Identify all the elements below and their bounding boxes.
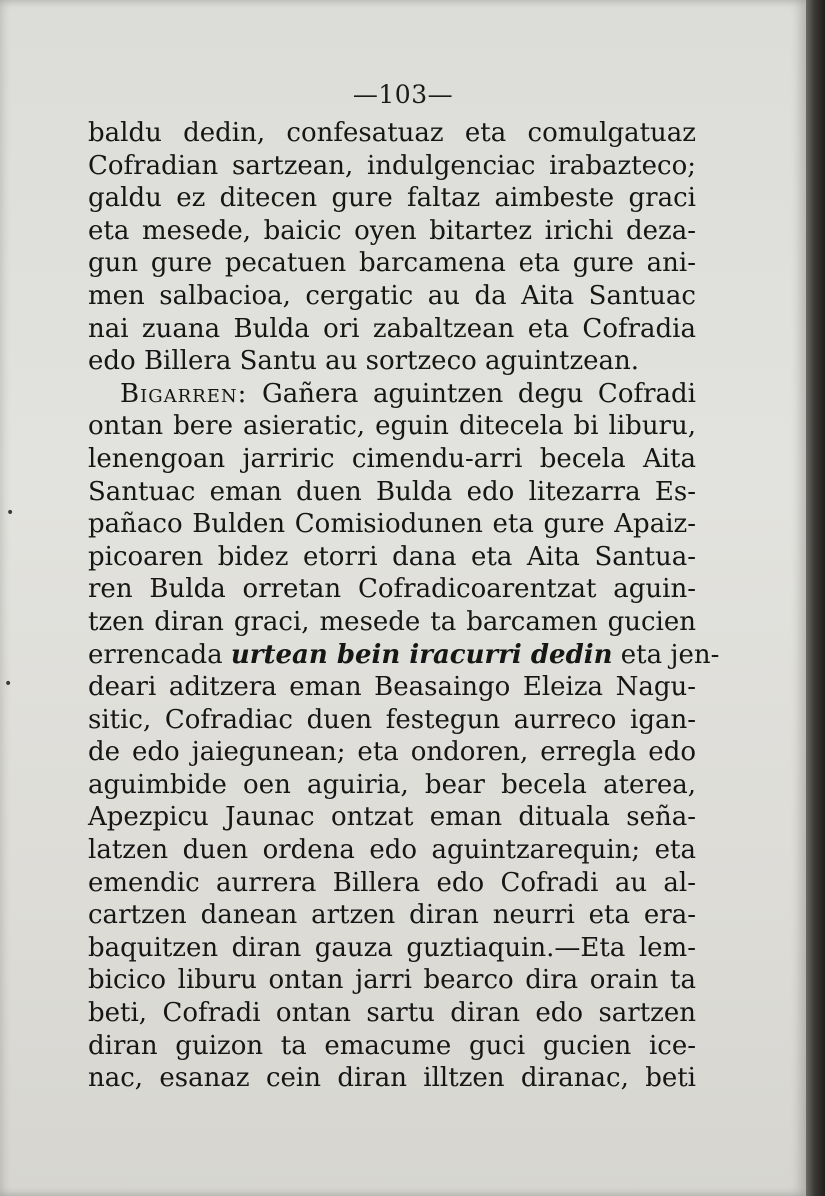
text-line: galdu ez ditecen gure faltaz aimbeste graci (88, 183, 696, 214)
text-line: eta mesede, baicic oyen bitartez irichi deza- (88, 215, 696, 246)
text-line: pañaco Bulden Comisiodunen eta gure Apaiz- (88, 509, 696, 540)
margin-mark: • (4, 676, 13, 692)
text-line: de edo jaiegunean; eta ondoren, erregla edo (88, 737, 696, 768)
text-line: beti, Cofradi ontan sartu diran edo sartzen (88, 998, 696, 1029)
text-line: Apezpicu Jaunac ontzat eman dituala seña- (88, 802, 696, 833)
italic-phrase: urtean bein iracurri dedin (230, 639, 613, 670)
text-line: edo Billera Santu au sortzeco aguintzean. (88, 346, 640, 377)
text-line: cartzen danean artzen diran neurri eta era- (88, 900, 696, 931)
text-fragment: Gañera aguintzen degu Cofradi (247, 378, 696, 409)
text-line: Cofradian sartzean, indulgenciac irabazteco; (88, 150, 696, 181)
page-edge-shadow (806, 0, 825, 1196)
text-line: sitic, Cofradiac duen festegun aurreco igan- (88, 704, 696, 735)
text-line: bicico liburu ontan jarri bearco dira orain ta (88, 965, 696, 996)
text-fragment: eta jen- (612, 639, 720, 670)
page-number: —103— (352, 80, 454, 109)
text-line: tzen diran graci, mesede ta barcamen gucien (88, 606, 696, 637)
text-line: ren Bulda orretan Cofradicoarentzat aguin- (88, 574, 696, 605)
text-line: latzen duen ordena edo aguintzarequin; eta (88, 835, 696, 866)
text-fragment: errencada (88, 639, 231, 670)
text-line: lenengoan jarriric cimendu-arri becela Aita (88, 443, 696, 474)
text-line: Santuac eman duen Bulda edo litezarra Es- (88, 476, 696, 507)
text-line: baquitzen diran gauza guztiaquin.—Eta lem- (88, 932, 696, 963)
paragraph-first-line (88, 378, 696, 411)
body-text (88, 117, 720, 1095)
text-line: diran guizon ta emacume guci gucien ice- (88, 1030, 696, 1061)
text-line: deari aditzera eman Beasaingo Eleiza Nagu- (88, 672, 696, 703)
text-line: emendic aurrera Billera edo Cofradi au al- (88, 867, 696, 898)
text-line: men salbacioa, cergatic au da Aita Santuac (88, 280, 696, 311)
text-line: aguimbide oen aguiria, bear becela aterea, (88, 769, 696, 800)
italic-line (88, 639, 720, 672)
text-line: nai zuana Bulda ori zabaltzean eta Cofradia (88, 313, 696, 344)
text-line: ontan bere asieratic, eguin ditecela bi liburu, (88, 411, 696, 442)
text-line: picoaren bidez etorri dana eta Aita Santua- (88, 541, 696, 572)
margin-mark: • (6, 505, 15, 521)
text-line: nac, esanaz cein diran illtzen diranac, beti (88, 1063, 696, 1094)
text-line: baldu dedin, confesatuaz eta comulgatuaz (88, 118, 696, 148)
section-lead: Bigarren: (120, 378, 248, 409)
text-line: gun gure pecatuen barcamena eta gure ani- (88, 248, 696, 279)
